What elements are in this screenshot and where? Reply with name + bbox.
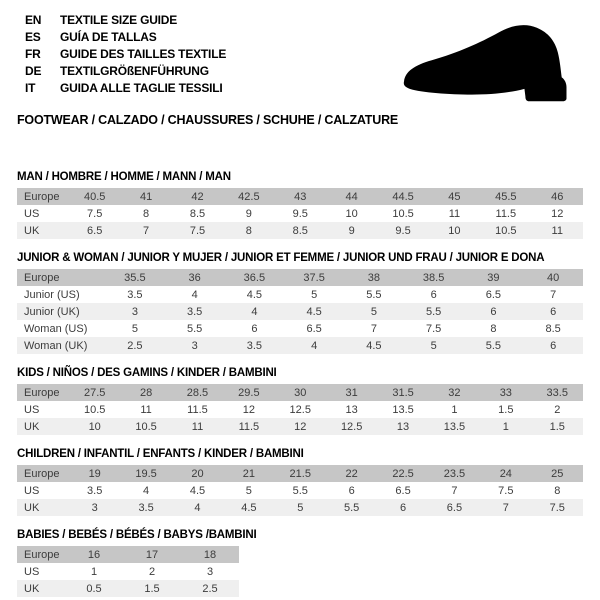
size-value: 45.5 [495,190,517,203]
size-value: 28 [139,386,153,399]
size-value: 5.5 [366,288,382,301]
size-value: 7.5 [87,207,103,220]
table-row [17,188,583,205]
table-row [17,401,583,418]
size-value: 7 [143,224,150,237]
language-code: DE [25,64,42,78]
size-value: 8.5 [292,224,308,237]
language-title: TEXTILGRÖßENFÜHRUNG [60,64,209,78]
size-value: 3.5 [138,501,154,514]
size-value: 11 [191,420,204,433]
size-value: 19.5 [135,467,157,480]
size-value: 6 [348,484,355,497]
language-code: IT [25,81,36,95]
table-row [17,222,583,239]
size-value: 4.5 [246,288,263,301]
language-code: FR [25,47,41,61]
size-value: 6 [490,305,497,318]
size-value: 23.5 [443,467,466,480]
table-row [17,269,583,286]
size-section-man [17,171,583,239]
size-value: 6.5 [306,322,322,335]
size-value: 7 [502,501,509,514]
size-value: 8 [554,484,561,497]
size-value: 37.5 [303,271,325,284]
size-value: 1 [451,403,458,416]
size-value: 13 [345,403,358,416]
size-table-babies [17,546,239,597]
size-value: 5.5 [292,484,308,497]
size-value: 7.5 [189,224,206,237]
size-value: 2.5 [127,339,143,352]
size-value: 10.5 [135,420,157,433]
section-title: JUNIOR & WOMAN / JUNIOR Y MUJER / JUNIOR ET FEMME / JUNIOR UND FRAU / JUNIOR E DONA [17,252,545,264]
table-row [17,286,583,303]
size-value: 3.5 [127,288,143,301]
table-row [17,546,239,563]
size-value: 13.5 [392,403,414,416]
size-value: 10.5 [392,207,414,220]
size-value: 10 [345,207,358,220]
size-value: 3 [191,339,198,352]
row-label: UK [24,582,40,595]
size-value: 3.5 [186,305,203,318]
size-value: 20 [191,467,204,480]
row-label: Europe [24,548,60,561]
size-value: 28.5 [186,386,209,399]
row-label: Woman (US) [24,322,88,335]
size-value: 22 [345,467,358,480]
table-row [17,418,583,435]
size-value: 5 [297,501,304,514]
size-value: 31 [345,386,358,399]
language-code: ES [25,30,41,44]
size-value: 6.5 [87,224,103,237]
size-value: 44 [345,190,358,203]
section-title: CHILDREN / INFANTIL / ENFANTS / KINDER / BAMBINI [17,448,304,460]
size-value: 10.5 [495,224,517,237]
size-value: 5.5 [425,305,442,318]
size-section-babies [17,529,583,597]
size-value: 4.5 [366,339,382,352]
size-value: 21 [242,467,255,480]
row-label: US [24,207,40,220]
row-label: UK [24,501,40,514]
size-value: 12 [294,420,307,433]
language-code: EN [25,13,42,27]
language-title: GUÍA DE TALLAS [60,30,157,44]
size-value: 36.5 [243,271,266,284]
size-value: 6.5 [395,484,411,497]
size-value: 27.5 [83,386,106,399]
size-value: 39 [487,271,500,284]
table-row [17,563,239,580]
size-value: 40 [547,271,560,284]
size-value: 6 [430,288,437,301]
size-section-junior-woman [17,252,583,354]
size-value: 1 [502,420,509,433]
row-label: Europe [24,386,60,399]
size-table-junior-woman [17,269,583,354]
size-table-man [17,188,583,239]
size-value: 7 [451,484,458,497]
size-value: 9 [348,224,355,237]
size-value: 7.5 [549,501,565,514]
row-label: Europe [24,467,60,480]
size-value: 2 [148,565,156,578]
size-value: 9 [245,207,252,220]
size-value: 6 [251,322,258,335]
size-value: 5 [131,322,138,335]
size-value: 11 [551,224,563,237]
size-value: 4 [251,305,258,318]
size-value: 3.5 [246,339,263,352]
size-value: 12 [551,207,564,220]
category-heading: FOOTWEAR / CALZADO / CHAUSSURES / SCHUHE / CALZATURE [17,113,399,127]
size-table-children [17,465,583,516]
table-row [17,580,239,597]
table-row [17,384,583,401]
size-value: 7.5 [425,322,442,335]
size-value: 12.5 [340,420,363,433]
size-value: 42 [191,190,204,203]
size-value: 9.5 [292,207,308,220]
size-value: 42.5 [238,190,260,203]
size-value: 22.5 [392,467,414,480]
size-value: 5 [245,484,252,497]
size-value: 1.5 [144,582,160,595]
row-label: UK [24,224,40,237]
section-title: MAN / HOMBRE / HOMME / MANN / MAN [17,171,231,183]
size-value: 8.5 [545,322,561,335]
dress-shoe-icon [395,22,587,108]
size-value: 1.5 [549,420,565,433]
language-title: GUIDE DES TAILLES TEXTILE [60,47,227,61]
row-label: Junior (US) [24,288,80,301]
table-row [17,499,583,516]
size-section-children [17,448,583,516]
size-value: 3.5 [87,484,103,497]
size-value: 0.5 [86,582,102,595]
size-value: 4 [143,484,150,497]
size-value: 3 [206,565,214,578]
size-value: 2 [554,403,561,416]
size-value: 44.5 [392,190,414,203]
size-value: 25 [551,467,564,480]
size-value: 6.5 [485,288,502,301]
size-value: 31.5 [392,386,414,399]
size-value: 7.5 [498,484,514,497]
size-value: 6 [550,339,557,352]
size-value: 7 [370,322,377,335]
row-label: Europe [24,271,60,284]
size-tables [17,171,583,597]
size-value: 1 [90,565,98,578]
size-value: 3 [131,305,138,318]
section-title: KIDS / NIÑOS / DES GAMINS / KINDER / BAMBINI [17,367,277,379]
language-title: TEXTILE SIZE GUIDE [60,13,178,27]
size-value: 13.5 [443,420,466,433]
size-value: 46 [551,190,564,203]
size-value: 40.5 [83,190,106,203]
size-value: 17 [145,548,159,561]
size-value: 8 [490,322,497,335]
size-value: 16 [87,548,101,561]
size-value: 8 [143,207,150,220]
table-row [17,337,583,354]
size-value: 41 [139,190,153,203]
size-value: 10 [88,420,101,433]
size-value: 33.5 [546,386,568,399]
size-value: 6.5 [446,501,463,514]
table-row [17,465,583,482]
size-table-kids [17,384,583,435]
size-value: 43 [294,190,307,203]
size-value: 11.5 [238,420,260,433]
row-label: UK [24,420,40,433]
size-value: 12 [242,403,255,416]
size-value: 8 [245,224,252,237]
size-value: 3 [91,501,98,514]
size-value: 4.5 [189,484,206,497]
size-value: 11.5 [495,207,517,220]
row-label: US [24,565,40,578]
size-value: 6 [399,501,407,514]
row-label: US [24,403,40,416]
size-value: 19 [88,467,101,480]
size-value: 45 [448,190,461,203]
row-label: Junior (UK) [24,305,80,318]
size-value: 8.5 [189,207,206,220]
size-section-kids [17,367,583,435]
size-value: 4.5 [306,305,322,318]
table-row [17,303,583,320]
size-value: 11 [448,207,461,220]
size-value: 33 [499,386,512,399]
size-value: 11.5 [187,403,208,416]
size-value: 36 [188,271,201,284]
size-value: 13 [396,420,410,433]
table-row [17,320,583,337]
size-value: 5.5 [344,501,360,514]
size-value: 4 [194,501,201,514]
table-row [17,205,583,222]
row-label: US [24,484,40,497]
size-value: 2.5 [202,582,218,595]
size-value: 10 [448,224,461,237]
language-title: GUIDA ALLE TAGLIE TESSILI [60,81,223,95]
size-value: 32 [448,386,461,399]
size-value: 5 [430,339,437,352]
size-value: 9.5 [395,224,411,237]
table-row [17,482,583,499]
size-value: 1.5 [498,403,514,416]
size-value: 12.5 [289,403,311,416]
size-value: 5 [370,305,377,318]
size-value: 38.5 [422,271,445,284]
size-value: 10.5 [83,403,106,416]
size-value: 4.5 [241,501,257,514]
size-value: 4 [191,288,198,301]
size-value: 4 [311,339,318,352]
size-value: 24 [499,467,512,480]
size-value: 21.5 [289,467,311,480]
row-label: Woman (UK) [24,339,88,352]
size-value: 18 [203,548,217,561]
row-label: Europe [24,190,60,203]
size-value: 5.5 [186,322,203,335]
size-value: 6 [550,305,557,318]
size-value: 30 [294,386,307,399]
size-value: 5 [311,288,318,301]
size-value: 11 [140,403,152,416]
size-value: 5.5 [485,339,502,352]
section-title: BABIES / BEBÉS / BÉBÉS / BABYS /BAMBINI [17,529,257,541]
size-value: 35.5 [124,271,146,284]
size-value: 7 [550,288,557,301]
size-value: 38 [367,271,380,284]
size-value: 29.5 [238,386,260,399]
